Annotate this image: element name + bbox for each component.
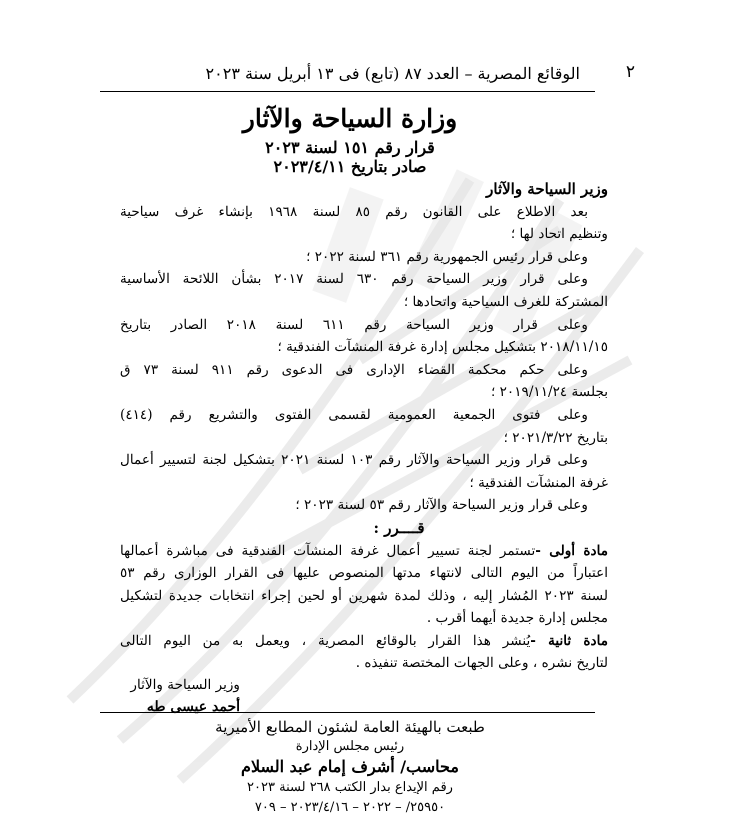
deposit-line: رقم الإيداع بدار الكتب ٢٦٨ لسنة ٢٠٢٣ [247, 780, 453, 795]
body-line: لسنة ٢٠٢٣ المُشار إليه ، وذلك لمدة شهرين أو لحين إجراء انتخابات جديدة لتشكيل [120, 587, 608, 604]
page-number: ٢ [625, 62, 635, 82]
body-line: بعد الاطلاع على القانون رقم ٨٥ لسنة ١٩٦٨ بإنشاء غرف سياحية [120, 203, 588, 220]
body-line: وعلى حكم محكمة القضاء الإدارى فى الدعوى رقم ٩١١ لسنة ٧٣ ق [120, 361, 588, 378]
header-divider [100, 91, 595, 92]
board-line: رئيس مجلس الإدارة [295, 739, 405, 754]
signer-name: أحمد عيسى طه [146, 699, 240, 715]
body-line: وعلى قرار وزير السياحة رقم ٦١١ لسنة ٢٠١٨ الصادر بتاريخ [120, 316, 588, 333]
body-line: تستمر لجنة تسيير أعمال غرفة المنشآت الفندقية فى مباشرة أعمالها [120, 542, 536, 559]
body-line: ٢٠١٨/١١/١٥ بتشكيل مجلس إدارة غرفة المنشآت الفندقية ؛ [277, 339, 608, 356]
ministry-title: وزارة السياحة والآثار [242, 104, 458, 133]
body-line: المشتركة للغرف السياحية واتحادها ؛ [403, 293, 608, 310]
decided-heading: قــــرر : [373, 518, 425, 537]
body-line: يُنشر هذا القرار بالوقائع المصرية ، ويعمل به من اليوم التالى [120, 632, 531, 649]
chairman-line: محاسب/ أشرف إمام عبد السلام [241, 757, 459, 776]
article-first-label: مادة أولى - [535, 542, 608, 559]
body-line: وعلى قرار وزير السياحة رقم ٦٣٠ لسنة ٢٠١٧ بشأن اللائحة الأساسية [120, 271, 588, 288]
preamble-heading: وزير السياحة والآثار [486, 180, 608, 198]
body-line: وتنظيم اتحاد لها ؛ [510, 226, 608, 243]
publication-header: الوقائع المصرية – العدد ٨٧ (تابع) فى ١٣ أبريل سنة ٢٠٢٣ [205, 64, 580, 83]
footer-divider [100, 712, 595, 713]
decree-body [120, 178, 608, 675]
body-line: بجلسة ٢٠١٩/١١/٢٤ ؛ [490, 384, 608, 401]
body-line: غرفة المنشآت الفندقية ؛ [469, 474, 608, 491]
printer-line: طبعت بالهيئة العامة لشئون المطابع الأميرية [215, 718, 485, 736]
body-line: لتاريخ نشره ، وعلى الجهات المختصة تنفيذه . [355, 655, 608, 672]
page-header [100, 58, 635, 88]
body-line: مجلس إدارة جديدة أيهما أقرب . [426, 610, 608, 627]
body-line: وعلى قرار وزير السياحة والآثار رقم ١٠٣ لسنة ٢٠٢١ بتشكيل لجنة لتسيير أعمال [120, 452, 588, 469]
issue-date: صادر بتاريخ ٢٠٢٣/٤/١١ [273, 157, 427, 176]
body-line: وعلى قرار وزير السياحة والآثار رقم ٥٣ لسنة ٢٠٢٣ ؛ [295, 497, 588, 514]
article-second-label: مادة ثانية - [530, 632, 608, 649]
decree-number: قرار رقم ١٥١ لسنة ٢٠٢٣ [265, 138, 435, 157]
signer-title: وزير السياحة والآثار [130, 677, 240, 693]
body-line: وعلى فتوى الجمعية العمومية لقسمى الفتوى والتشريع رقم (٤١٤) [120, 406, 588, 423]
body-line: وعلى قرار رئيس الجمهورية رقم ٣٦١ لسنة ٢٠٢٢ ؛ [306, 248, 588, 265]
body-line: اعتباراً من اليوم التالى لانتهاء مدتها المنصوص عليها فى القرار الوزارى رقم ٥٣ [120, 565, 608, 582]
article-second [120, 630, 608, 653]
article-first [120, 540, 608, 563]
print-code-line: ٢٥٩٥٠/ – ٢٠٢٢ – ٢٠٢٣/٤/١٦ – ٧٠٩ [254, 800, 446, 815]
body-line: بتاريخ ٢٠٢١/٣/٢٢ ؛ [503, 429, 608, 446]
page-footer [100, 716, 600, 818]
